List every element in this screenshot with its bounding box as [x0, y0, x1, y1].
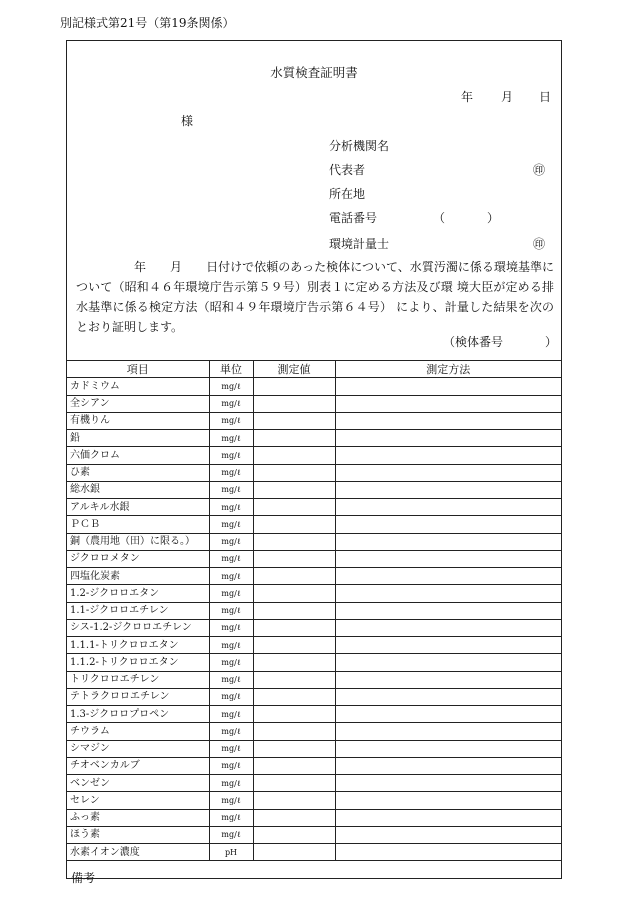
- table-row: [67, 826, 561, 843]
- measured-value-cell[interactable]: [253, 464, 335, 481]
- table-row: [67, 412, 561, 429]
- document-title: 水質検査証明書: [270, 65, 358, 80]
- unit-cell: mg/ℓ: [209, 430, 253, 447]
- item-cell: 1.1.2-トリクロロエタン: [67, 654, 209, 671]
- measurement-method-cell[interactable]: [335, 412, 561, 429]
- measured-value-cell[interactable]: [253, 447, 335, 464]
- measured-value-cell[interactable]: [253, 516, 335, 533]
- measured-value-cell[interactable]: [253, 775, 335, 792]
- measured-value-cell[interactable]: [253, 499, 335, 516]
- sample-number-label: （検体番号: [443, 335, 504, 349]
- measurement-method-cell[interactable]: [335, 378, 561, 395]
- unit-cell: mg/ℓ: [209, 706, 253, 723]
- table-row: [67, 378, 561, 395]
- measurement-method-cell[interactable]: [335, 602, 561, 619]
- measurement-method-cell[interactable]: [335, 671, 561, 688]
- item-cell: ジクロロメタン: [67, 550, 209, 567]
- measurement-method-cell[interactable]: [335, 757, 561, 774]
- table-row: [67, 568, 561, 585]
- unit-cell: mg/ℓ: [209, 740, 253, 757]
- unit-cell: mg/ℓ: [209, 378, 253, 395]
- unit-cell: mg/ℓ: [209, 654, 253, 671]
- item-cell: 1.2-ジクロロエタン: [67, 585, 209, 602]
- measurement-method-cell[interactable]: [335, 706, 561, 723]
- measured-value-cell[interactable]: [253, 757, 335, 774]
- date-year-label: 年: [461, 90, 474, 104]
- measured-value-cell[interactable]: [253, 654, 335, 671]
- table-body: [67, 378, 561, 861]
- unit-cell: mg/ℓ: [209, 757, 253, 774]
- unit-cell: pH: [209, 844, 253, 861]
- item-cell: 四塩化炭素: [67, 568, 209, 585]
- table-row: [67, 706, 561, 723]
- unit-cell: mg/ℓ: [209, 671, 253, 688]
- unit-cell: mg/ℓ: [209, 602, 253, 619]
- item-cell: ＰＣＢ: [67, 516, 209, 533]
- analysis-org-label: 分析機関名: [329, 139, 390, 153]
- table-row: [67, 533, 561, 550]
- unit-cell: mg/ℓ: [209, 499, 253, 516]
- measurement-table: [67, 360, 561, 861]
- address-label: 所在地: [329, 187, 366, 201]
- measurement-method-cell[interactable]: [335, 654, 561, 671]
- measurement-method-cell[interactable]: [335, 619, 561, 636]
- measurement-method-cell[interactable]: [335, 826, 561, 843]
- phone-paren-close: ）: [487, 211, 500, 225]
- unit-cell: mg/ℓ: [209, 516, 253, 533]
- measured-value-cell[interactable]: [253, 637, 335, 654]
- measurement-method-cell[interactable]: [335, 499, 561, 516]
- table-row: [67, 654, 561, 671]
- measurement-method-cell[interactable]: [335, 447, 561, 464]
- seal-mark-2: ㊞: [533, 237, 546, 251]
- item-cell: テトラクロロエチレン: [67, 688, 209, 705]
- item-cell: ひ素: [67, 464, 209, 481]
- measurement-method-cell[interactable]: [335, 792, 561, 809]
- measured-value-cell[interactable]: [253, 809, 335, 826]
- item-cell: 1.1.1-トリクロロエタン: [67, 637, 209, 654]
- header-item: 項目: [67, 361, 209, 378]
- addressee-suffix: 様: [181, 114, 194, 128]
- measurement-method-cell[interactable]: [335, 430, 561, 447]
- measurement-method-cell[interactable]: [335, 464, 561, 481]
- measured-value-cell[interactable]: [253, 550, 335, 567]
- item-cell: アルキル水銀: [67, 499, 209, 516]
- unit-cell: mg/ℓ: [209, 395, 253, 412]
- item-cell: チオベンカルブ: [67, 757, 209, 774]
- remarks-label: 備考: [71, 871, 96, 885]
- measurement-method-cell[interactable]: [335, 481, 561, 498]
- unit-cell: mg/ℓ: [209, 688, 253, 705]
- table-row: [67, 619, 561, 636]
- measurement-method-cell[interactable]: [335, 516, 561, 533]
- unit-cell: mg/ℓ: [209, 826, 253, 843]
- measured-value-cell[interactable]: [253, 602, 335, 619]
- certification-statement: [76, 257, 554, 337]
- item-cell: シス-1.2-ジクロロエチレン: [67, 619, 209, 636]
- table-row: [67, 550, 561, 567]
- table-row: [67, 516, 561, 533]
- unit-cell: mg/ℓ: [209, 637, 253, 654]
- measured-value-cell[interactable]: [253, 688, 335, 705]
- phone-paren-open: （: [433, 211, 446, 225]
- certification-paragraph: 年 月 日付けで依頼のあった検体について、水質汚濁に係る環境基準について（昭和４６年環境庁告示第５９号）別表１に定める方法及び環 境大臣が定める排水基準に係る検定方法（昭和４９年環境庁告示第６４号） により、計量した結果を次のとおり証明します。: [76, 260, 554, 334]
- item-cell: シマジン: [67, 740, 209, 757]
- unit-cell: mg/ℓ: [209, 533, 253, 550]
- unit-cell: mg/ℓ: [209, 585, 253, 602]
- table-row: [67, 775, 561, 792]
- measured-value-cell[interactable]: [253, 533, 335, 550]
- item-cell: セレン: [67, 792, 209, 809]
- table-row: [67, 395, 561, 412]
- measurement-method-cell[interactable]: [335, 637, 561, 654]
- table-row: [67, 688, 561, 705]
- measurement-method-cell[interactable]: [335, 688, 561, 705]
- measurement-method-cell[interactable]: [335, 723, 561, 740]
- seal-mark-1: ㊞: [533, 163, 546, 177]
- date-month-label: 月: [501, 90, 514, 104]
- unit-cell: mg/ℓ: [209, 775, 253, 792]
- item-cell: カドミウム: [67, 378, 209, 395]
- item-cell: ふっ素: [67, 809, 209, 826]
- item-cell: トリクロロエチレン: [67, 671, 209, 688]
- measured-value-cell[interactable]: [253, 706, 335, 723]
- table-row: [67, 740, 561, 757]
- header-measurement-method: 測定方法: [335, 361, 561, 378]
- measured-value-cell[interactable]: [253, 585, 335, 602]
- item-cell: 水素イオン濃度: [67, 844, 209, 861]
- unit-cell: mg/ℓ: [209, 723, 253, 740]
- phone-label: 電話番号: [329, 211, 378, 225]
- unit-cell: mg/ℓ: [209, 412, 253, 429]
- measured-value-cell[interactable]: [253, 568, 335, 585]
- measured-value-cell[interactable]: [253, 826, 335, 843]
- item-cell: 鉛: [67, 430, 209, 447]
- measured-value-cell[interactable]: [253, 395, 335, 412]
- measurement-method-cell[interactable]: [335, 844, 561, 861]
- item-cell: 有機りん: [67, 412, 209, 429]
- certificate-frame: [66, 40, 562, 885]
- item-cell: 全シアン: [67, 395, 209, 412]
- item-cell: 1.1-ジクロロエチレン: [67, 602, 209, 619]
- table-row: [67, 757, 561, 774]
- item-cell: 総水銀: [67, 481, 209, 498]
- unit-cell: mg/ℓ: [209, 464, 253, 481]
- unit-cell: mg/ℓ: [209, 447, 253, 464]
- table-row: [67, 430, 561, 447]
- table-row: [67, 723, 561, 740]
- measurement-method-cell[interactable]: [335, 740, 561, 757]
- table-row: [67, 585, 561, 602]
- unit-cell: mg/ℓ: [209, 568, 253, 585]
- table-row: [67, 499, 561, 516]
- measured-value-cell[interactable]: [253, 792, 335, 809]
- item-cell: 1.3-ジクロロプロペン: [67, 706, 209, 723]
- measurement-method-cell[interactable]: [335, 550, 561, 567]
- date-day-label: 日: [539, 90, 552, 104]
- table-row: [67, 792, 561, 809]
- measured-value-cell[interactable]: [253, 723, 335, 740]
- measurer-label: 環境計量士: [329, 237, 390, 251]
- measurement-method-cell[interactable]: [335, 568, 561, 585]
- measured-value-cell[interactable]: [253, 378, 335, 395]
- measurement-method-cell[interactable]: [335, 533, 561, 550]
- measured-value-cell[interactable]: [253, 844, 335, 861]
- header-unit: 単位: [209, 361, 253, 378]
- measured-value-cell[interactable]: [253, 671, 335, 688]
- item-cell: 六価クロム: [67, 447, 209, 464]
- measurement-method-cell[interactable]: [335, 395, 561, 412]
- unit-cell: mg/ℓ: [209, 550, 253, 567]
- table-header-row: [67, 361, 561, 378]
- table-row: [67, 447, 561, 464]
- unit-cell: mg/ℓ: [209, 481, 253, 498]
- form-number: 別記様式第21号（第19条関係）: [60, 16, 235, 30]
- table-row: [67, 602, 561, 619]
- sample-number-close: ）: [545, 335, 558, 349]
- measurement-method-cell[interactable]: [335, 809, 561, 826]
- item-cell: ベンゼン: [67, 775, 209, 792]
- representative-label: 代表者: [329, 163, 366, 177]
- table-row: [67, 844, 561, 861]
- header-measured-value: 測定値: [253, 361, 335, 378]
- table-row: [67, 637, 561, 654]
- measured-value-cell[interactable]: [253, 481, 335, 498]
- unit-cell: mg/ℓ: [209, 792, 253, 809]
- item-cell: 銅（農用地（田）に限る。）: [67, 533, 209, 550]
- measured-value-cell[interactable]: [253, 430, 335, 447]
- table-row: [67, 671, 561, 688]
- item-cell: チウラム: [67, 723, 209, 740]
- table-row: [67, 809, 561, 826]
- item-cell: ほう素: [67, 826, 209, 843]
- measurement-method-cell[interactable]: [335, 585, 561, 602]
- measured-value-cell[interactable]: [253, 740, 335, 757]
- unit-cell: mg/ℓ: [209, 619, 253, 636]
- measurement-method-cell[interactable]: [335, 775, 561, 792]
- table-row: [67, 481, 561, 498]
- unit-cell: mg/ℓ: [209, 809, 253, 826]
- measured-value-cell[interactable]: [253, 619, 335, 636]
- measured-value-cell[interactable]: [253, 412, 335, 429]
- table-row: [67, 464, 561, 481]
